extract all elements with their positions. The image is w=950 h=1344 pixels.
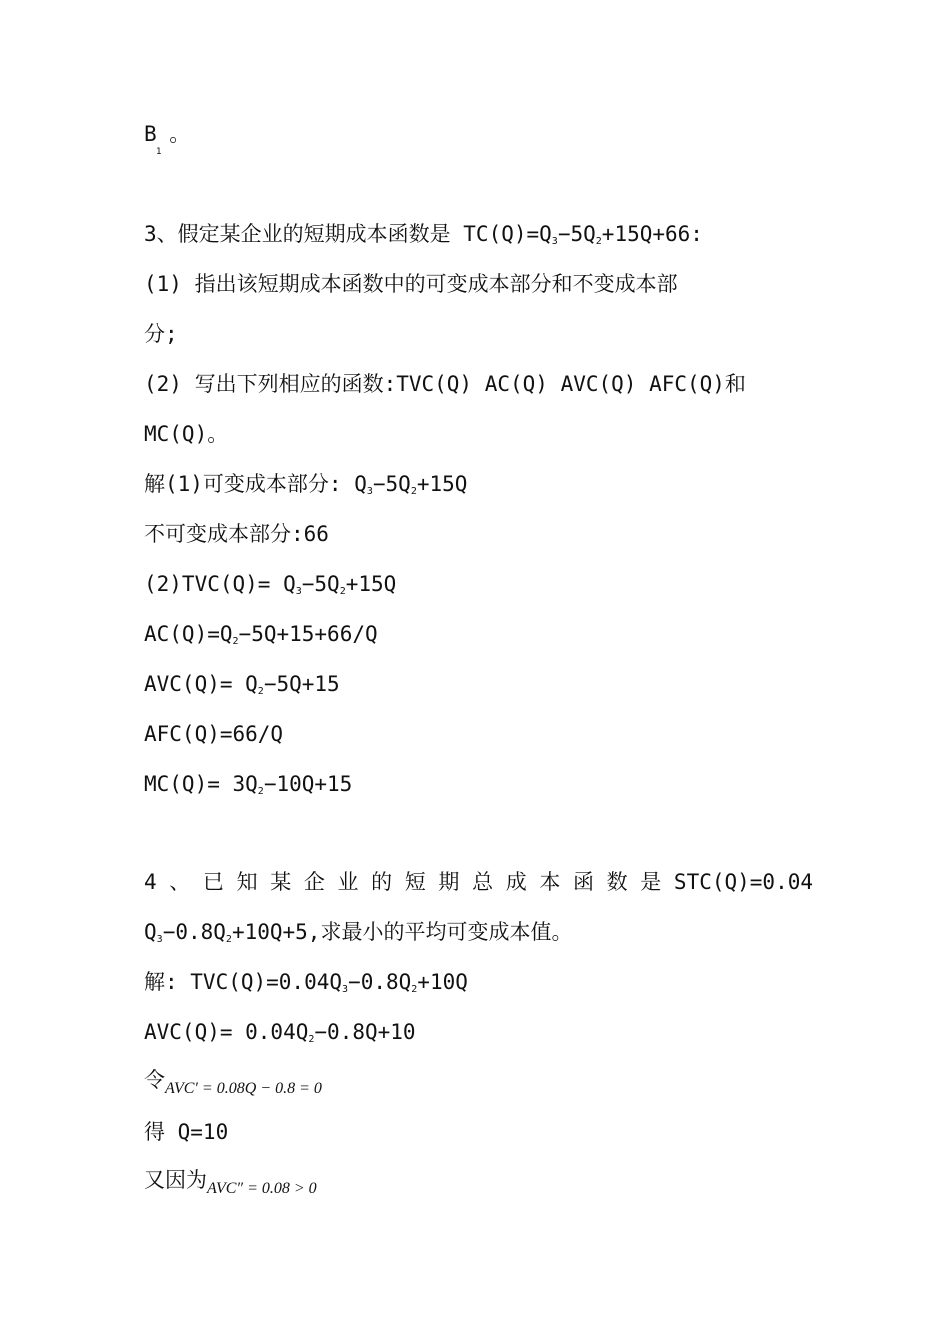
q4-solution-5 (144, 1166, 317, 1197)
q4-solution-2 (144, 1018, 416, 1051)
solution-3 (144, 570, 396, 603)
t3-prefix: 令 (144, 1068, 165, 1092)
s7-b: −10Q+15 (263, 772, 353, 796)
derivative-equation: AVC′ = 0.08Q − 0.8 = 0 (165, 1080, 322, 1097)
s1-b: −5Q (372, 472, 411, 496)
q3-part1-line1: (1) 指出该短期成本函数中的可变成本部分和不变成本部 (144, 272, 678, 296)
s4-b: −5Q+15+66/Q (238, 622, 378, 646)
sup-3: 3 (366, 486, 373, 497)
s3-c: +15Q (345, 572, 397, 596)
s5-b: −5Q+15 (263, 672, 340, 696)
q4-solution-4: 得 Q=10 (144, 1120, 229, 1144)
q4-solution-3 (144, 1066, 322, 1097)
sup-3: 3 (551, 236, 558, 247)
q3-title (144, 220, 703, 253)
b-subscript: 1 (156, 147, 162, 157)
text-line-b (144, 120, 190, 148)
q3-title-b: −5Q (557, 222, 596, 246)
q3-part1-line2: 分; (144, 322, 178, 346)
sup-2: 2 (232, 636, 239, 647)
t1-a: 解: TVC(Q)=0.04Q (144, 970, 343, 994)
solution-4 (144, 620, 378, 653)
q4-line2 (144, 918, 572, 951)
q4-b3: +10Q+5,求最小的平均可变成本值。 (231, 920, 573, 944)
q4-solution-1 (144, 968, 468, 1001)
sup-2: 2 (411, 984, 418, 995)
t5-prefix: 又因为 (144, 1168, 207, 1192)
solution-7 (144, 770, 352, 803)
sup-3: 3 (295, 586, 302, 597)
sup-2: 2 (257, 786, 264, 797)
t1-c: +10Q (417, 970, 468, 994)
q3-part2-line2: MC(Q)。 (144, 422, 229, 446)
sup-2: 2 (595, 236, 602, 247)
solution-1 (144, 470, 467, 503)
s5-a: AVC(Q)= Q (144, 672, 258, 696)
s7-a: MC(Q)= 3Q (144, 772, 258, 796)
sup-2: 2 (257, 686, 264, 697)
q4-b2: −0.8Q (162, 920, 226, 944)
sup-3: 3 (342, 984, 349, 995)
sup-3: 3 (156, 934, 163, 945)
solution-2: 不可变成本部分:66 (144, 522, 329, 546)
q4-line1: 4 、 已 知 某 企 业 的 短 期 总 成 本 函 数 是 STC(Q)=0.04 (144, 870, 814, 894)
q4-b1: Q (144, 920, 157, 944)
s3-b: −5Q (301, 572, 340, 596)
q3-title-a: 3、假定某企业的短期成本函数是 TC(Q)=Q (144, 222, 552, 246)
sup-2: 2 (339, 586, 346, 597)
sup-2: 2 (410, 486, 417, 497)
solution-6: AFC(Q)=66/Q (144, 722, 284, 746)
t2-a: AVC(Q)= 0.04Q (144, 1020, 309, 1044)
b-text: B 。 (144, 122, 191, 146)
s1-c: +15Q (416, 472, 468, 496)
q3-title-c: +15Q+66: (601, 222, 703, 246)
s4-a: AC(Q)=Q (144, 622, 233, 646)
t1-b: −0.8Q (348, 970, 412, 994)
t2-b: −0.8Q+10 (314, 1020, 416, 1044)
sup-2: 2 (308, 1034, 315, 1045)
s1-a: 解(1)可变成本部分: Q (144, 472, 367, 496)
s3-a: (2)TVC(Q)= Q (144, 572, 296, 596)
sup-2: 2 (225, 934, 232, 945)
q3-part2-line1: (2) 写出下列相应的函数:TVC(Q) AC(Q) AVC(Q) AFC(Q)和 (144, 372, 746, 396)
solution-5 (144, 670, 340, 703)
second-derivative-equation: AVC″ = 0.08 > 0 (207, 1180, 317, 1197)
